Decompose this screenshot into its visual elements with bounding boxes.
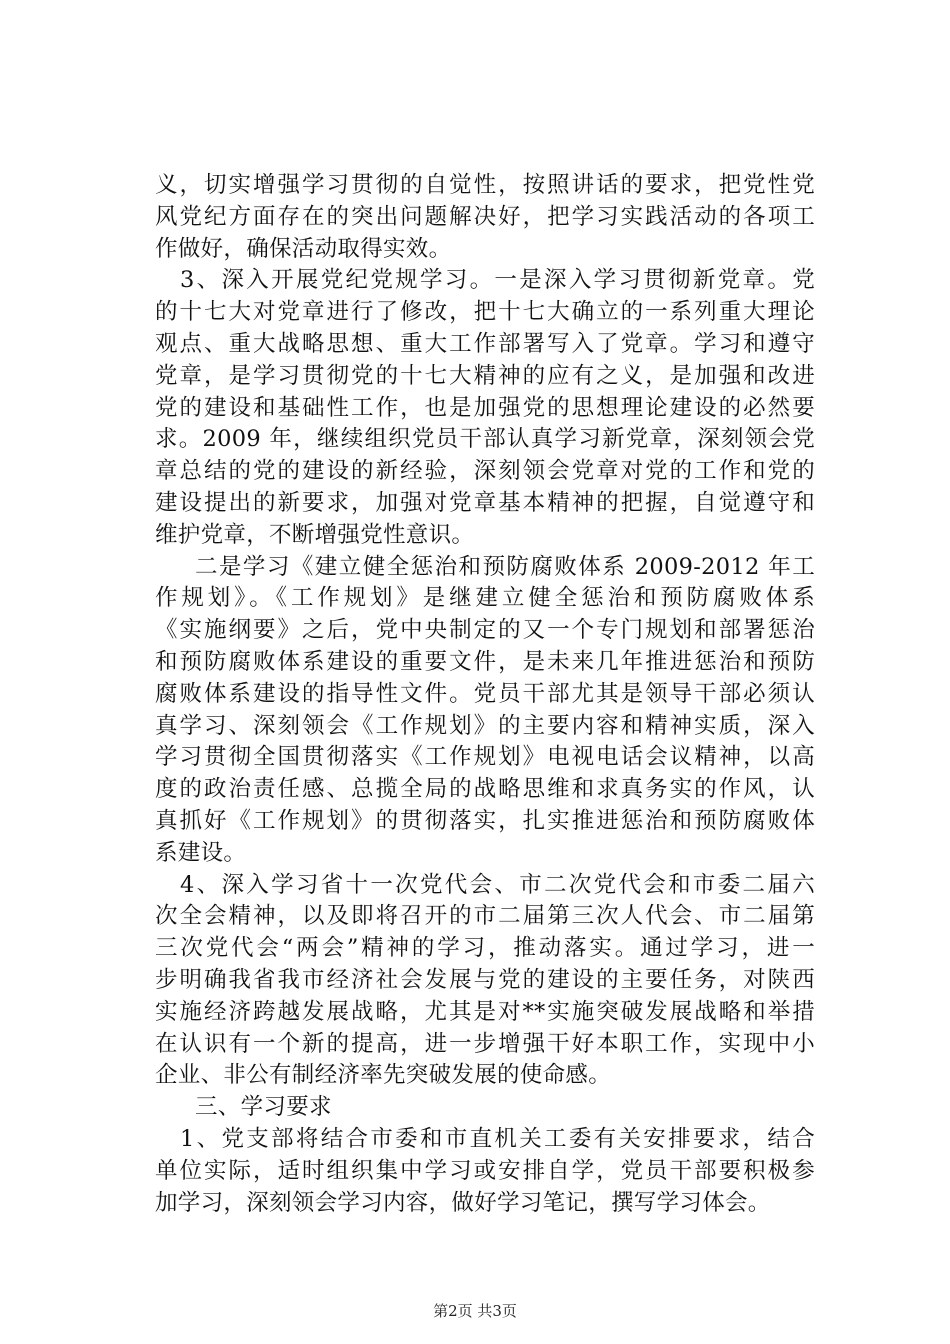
text-line: 3、深入开展党纪党规学习。一是深入学习贯彻新党章。党 [180,267,815,294]
body-text [155,170,815,1219]
text-line: 次全会精神，以及即将召开的市二届第三次人代会、市二届第 [155,903,815,930]
text-line: 二是学习《建立健全惩治和预防腐败体系 2009-2012 年工 [195,553,815,580]
text-line: 和预防腐败体系建设的重要文件，是未来几年推进惩治和预防 [155,648,815,675]
text-line: 风党纪方面存在的突出问题解决好，把学习实践活动的各项工 [155,203,815,230]
text-line: 观点、重大战略思想、重大工作部署写入了党章。学习和遵守 [155,330,815,357]
text-line: 义，切实增强学习贯彻的自觉性，按照讲话的要求，把党性党 [155,172,815,198]
text-line: 单位实际，适时组织集中学习或安排自学，党员干部要积极参 [155,1157,815,1184]
section-heading: 三、学习要求 [195,1094,332,1121]
text-line: 学习贯彻全国贯彻落实《工作规划》电视电话会议精神，以高 [155,744,815,771]
text-line: 在认识有一个新的提高，进一步增强干好本职工作，实现中小 [155,1030,815,1057]
text-line: 系建设。 [155,839,247,866]
text-line: 作规划》。《工作规划》是继建立健全惩治和预防腐败体系 [155,585,815,612]
text-line: 企业、非公有制经济率先突破发展的使命感。 [155,1062,612,1089]
text-line: 加学习，深刻领会学习内容，做好学习笔记，撰写学习体会。 [155,1189,771,1216]
text-line: 实施经济跨越发展战略，尤其是对**实施突破发展战略和举措 [155,998,815,1025]
text-line: 维护党章，不断增强党性意识。 [155,521,475,548]
text-line: 真抓好《工作规划》的贯彻落实，扎实推进惩治和预防腐败体 [155,807,815,834]
text-line: 步明确我省我市经济社会发展与党的建设的主要任务，对陕西 [155,966,815,993]
text-line: 1、党支部将结合市委和市直机关工委有关安排要求，结合 [180,1125,815,1152]
text-line: 三次党代会“两会”精神的学习，推动落实。通过学习，进一 [155,935,815,962]
page-footer: 第2页 共3页 [433,1302,517,1320]
text-line: 4、深入学习省十一次党代会、市二次党代会和市委二届六 [180,871,815,898]
text-line: 党章，是学习贯彻党的十七大精神的应有之义，是加强和改进 [155,362,815,389]
text-line: 腐败体系建设的指导性文件。党员干部尤其是领导干部必须认 [155,680,815,707]
text-line: 建设提出的新要求，加强对党章基本精神的把握，自觉遵守和 [155,489,815,516]
text-line: 党的建设和基础性工作，也是加强党的思想理论建设的必然要 [155,394,815,421]
text-line: 度的政治责任感、总揽全局的战略思维和求真务实的作风，认 [155,776,815,803]
text-line: 真学习、深刻领会《工作规划》的主要内容和精神实质，深入 [155,712,815,739]
text-line: 求。2009 年，继续组织党员干部认真学习新党章，深刻领会党 [155,426,815,453]
text-line: 章总结的党的建设的新经验，深刻领会党章对党的工作和党的 [155,458,815,485]
text-line: 《实施纲要》之后，党中央制定的又一个专门规划和部署惩治 [155,617,815,644]
text-line: 的十七大对党章进行了修改，把十七大确立的一系列重大理论 [155,299,815,326]
text-line: 作做好，确保活动取得实效。 [155,235,452,262]
